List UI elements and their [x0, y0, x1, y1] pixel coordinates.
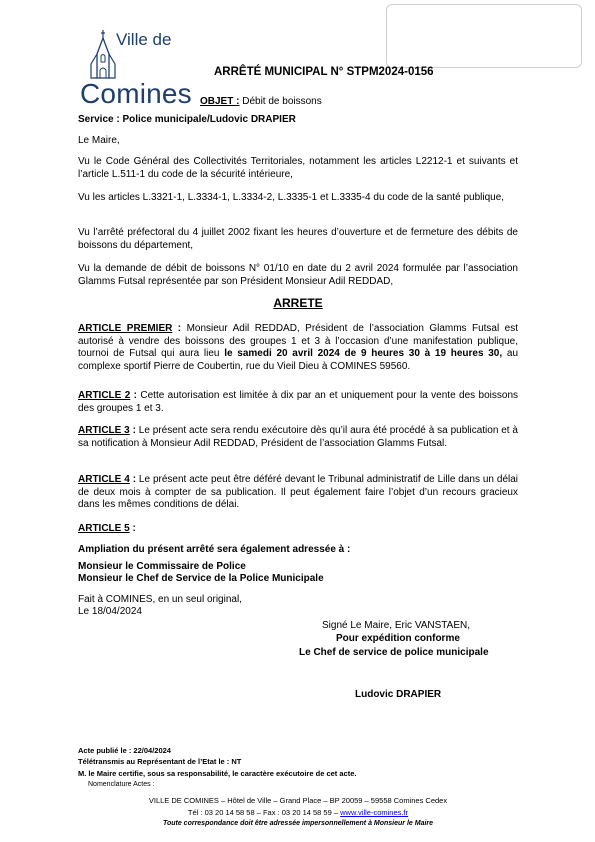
fait-line-2: Le 18/04/2024 [78, 606, 142, 617]
signature-line-1: Signé Le Maire, Eric VANSTAEN, [322, 620, 471, 631]
fait-line-1: Fait à COMINES, en un seul original, [78, 594, 242, 605]
signatory-name: Ludovic DRAPIER [355, 689, 442, 700]
article-4-label: ARTICLE 4 [78, 474, 130, 485]
footer-note: Toute correspondance doit être adressée impersonnellement à Monsieur le Maire [162, 820, 434, 827]
signature-line-3: Le Chef de service de police municipale [299, 647, 489, 658]
recipient-2: Monsieur le Chef de Service de la Police Municipale [78, 573, 324, 584]
article-5-label: ARTICLE 5 [78, 523, 130, 534]
article-2-label: ARTICLE 2 [78, 390, 131, 401]
objet-label: OBJET : [200, 96, 240, 107]
consideration-1: Vu le Code Général des Collectivités Territoriales, notamment les articles L2212-1 et suivants et l’article L.511-1 du code de la sécurité intérieure, [78, 156, 518, 180]
signature-line-2: Pour expédition conforme [336, 633, 460, 644]
objet-value: Débit de boissons [239, 96, 322, 107]
consideration-4: Vu la demande de débit de boissons N° 01/10 en date du 2 avril 2024 formulée par l’association Glamms Futsal représentée par son Président Monsieur Adil REDDAD, [78, 263, 518, 287]
church-icon [88, 28, 118, 80]
footer-website-link[interactable]: www.ville-comines.fr [340, 808, 409, 817]
logo-line1: Ville de [116, 30, 172, 49]
executoire-certification: M. le Maire certifie, sous sa responsabilité, le caractère exécutoire de cet acte. [78, 769, 357, 778]
article-3: ARTICLE 3 : Le présent acte sera rendu exécutoire dès qu’il aura été procédé à sa publication et à sa notification à Monsieur Adil REDDAD, Président de l’association Glamms Futsal. [78, 425, 518, 449]
stamp-box [386, 4, 582, 68]
recipient-1: Monsieur le Commissaire de Police [78, 561, 246, 572]
nomenclature: Nomenclature Actes : [88, 781, 155, 788]
article-4: ARTICLE 4 : Le présent acte peut être déféré devant le Tribunal administratif de Lille dans un délai de deux mois à compter de sa publication. Il peut également faire l’objet d’un recours gracieux dans les mêmes conditions de délai. [78, 474, 519, 511]
salutation: Le Maire, [78, 135, 120, 146]
publication-date: Acte publié le : 22/04/2024 [78, 746, 171, 755]
consideration-2: Vu les articles L.3321-1, L.3334-1, L.3334-2, L.3335-1 et L.3335-4 du code de la santé publique, [78, 192, 505, 203]
ampliation: Ampliation du présent arrêté sera également adressée à : [78, 544, 351, 555]
service-line: Service : Police municipale/Ludovic DRAPIER [78, 114, 296, 125]
footer-phone: Tél : 03 20 14 58 58 – Fax : 03 20 14 58 59 – [187, 808, 341, 817]
city-logo [80, 28, 195, 108]
consideration-3: Vu l’arrêté préfectoral du 4 juillet 2002 fixant les heures d’ouverture et de fermeture des débits de boissons du département, [78, 227, 518, 251]
article-1: ARTICLE PREMIER : Monsieur Adil REDDAD, Président de l’association Glamms Futsal est autorisé à vendre des boissons des groupes 1 et 3 à l’occasion d’une manifestation publique, tournoi de Futsal qui aura lieu le samedi 20 avril 2024 de 9 heures 30 à 19 heures 30, au complexe sportif Pierre de Coubertin, rue du Vieil Dieu à COMINES 59560. [78, 323, 519, 372]
logo-line2: Comines [80, 78, 192, 109]
article-5: ARTICLE 5 : [78, 523, 136, 534]
article-3-label: ARTICLE 3 [78, 425, 130, 436]
objet-line [200, 96, 322, 107]
footer-address: VILLE DE COMINES – Hôtel de Ville – Grand Place – BP 20059 – 59558 Comines Cedex [148, 796, 448, 805]
document-title: ARRÊTÉ MUNICIPAL N° STPM2024-0156 [214, 66, 434, 78]
arrete-heading: ARRETE [273, 296, 323, 310]
footer-contact [78, 808, 518, 817]
article-1-label: ARTICLE PREMIER [78, 323, 173, 334]
teletransmission: Télétransmis au Représentant de l’Etat le : NT [78, 757, 242, 766]
article-2: ARTICLE 2 : Cette autorisation est limitée à dix par an et uniquement pour la vente des boissons des groupes 1 et 3. [78, 390, 519, 414]
